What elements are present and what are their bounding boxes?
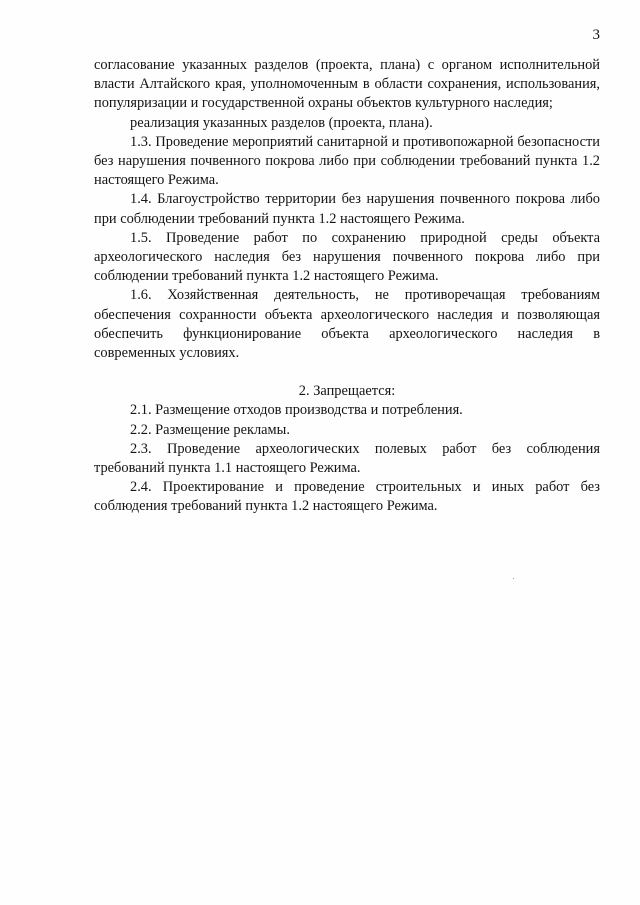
paragraph-1-3: 1.3. Проведение мероприятий санитарной и противопожарной безопасности без нарушения почвенного покрова либо при соблюдении требований пункта 1.2 настоящего Режима. [94,133,600,189]
paragraph-2-4: 2.4. Проектирование и проведение строительных и иных работ без соблюдения требований пункта 1.2 настоящего Режима. [94,479,600,515]
page-number: 3 [592,27,600,43]
paragraph-1-4: 1.4. Благоустройство территории без нарушения почвенного покрова либо при соблюдении требований пункта 1.2 настоящего Режима. [94,191,600,227]
paragraph-2-3: 2.3. Проведение археологических полевых работ без соблюдения требований пункта 1.1 настоящего Режима. [94,440,600,477]
paragraph-1-6: 1.6. Хозяйственная деятельность, не противоречащая требованиям обеспечения сохранности объекта археологического наследия и позволяющая обеспечить функционирование объекта археологического наследия в современных условиях. [94,287,600,362]
section-heading-prohibited: 2. Запрещается: [298,383,396,400]
document-body [94,56,600,517]
paragraph-implementation: реализация указанных разделов (проекта, плана). [130,114,433,131]
paragraph-2-1: 2.1. Размещение отходов производства и потребления. [130,402,463,419]
scan-speck [513,578,514,579]
paragraph-1-5: 1.5. Проведение работ по сохранению природной среды объекта археологического наследия без нарушения почвенного покрова либо при соблюдении требований пункта 1.2 настоящего Режима. [94,229,600,285]
paragraph-2-2: 2.2. Размещение рекламы. [130,421,290,438]
paragraph-approval: согласование указанных разделов (проекта, плана) с органом исполнительной власти Алтайского края, уполномоченным в области сохранения, использования, популяризации и государственной охраны объектов культурного наследия; [94,57,600,112]
